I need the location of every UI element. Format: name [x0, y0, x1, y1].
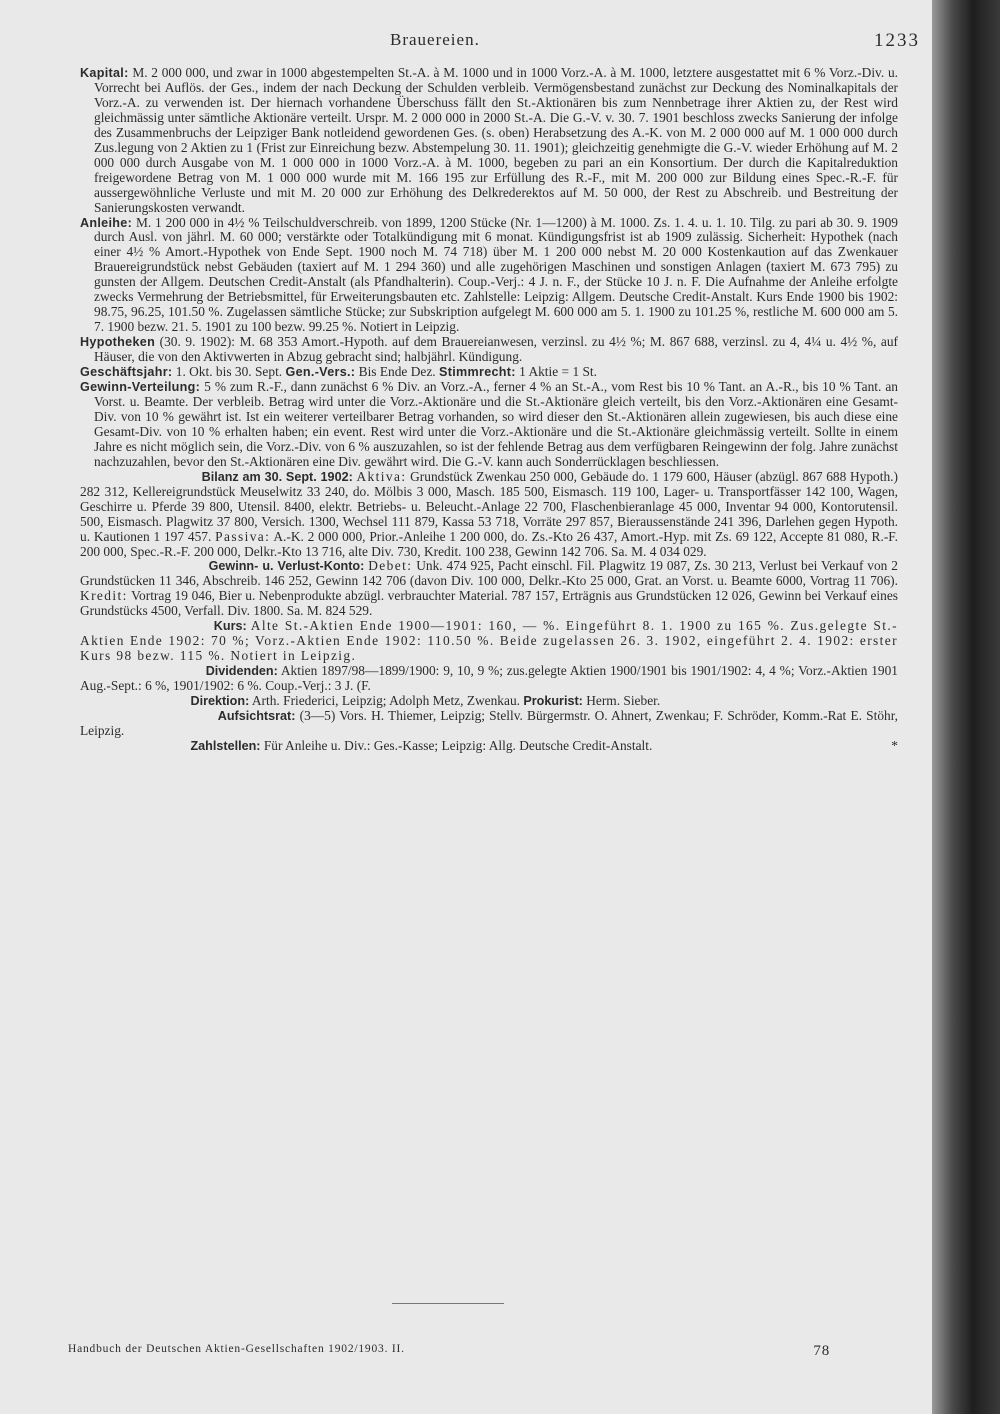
- anleihe-text: M. 1 200 000 in 4½ % Teilschuldverschreib. von 1899, 1200 Stücke (Nr. 1—1200) à M. 1000. Zs. 1. 4. u. 1. 10. Tilg. zu pari ab 30. 9. 1909 durch Ausl. von jährl. M. 60 000; verstärkte oder Totalkündigung mit 6 monat. Kündigungsfrist ist ab 1909 zulässig. Sicherheit: Hypothek (nach einer 4½ % Amort.-Hypothek von Ende Sept. 1900 noch M. 74 718) über M. 1 200 000 nebst M. 20 000 Kostenkaution auf das Zwenkauer Brauereigrundstück nebst Gebäuden (taxiert auf M. 1 294 360) und alle zugehörigen Maschinen und sonstigen Anlagen (taxiert M. 673 795) zu gunsten der Allgem. Deutschen Credit-Anstalt (als Pfandhalterin). Coup.-Verj.: 4 J. n. F., der Stücke 10 J. n. F. Die Aufnahme der Anleihe erfolgte zwecks Vermehrung der Betriebsmittel, für Erweiterungsbauten etc. Zahlstelle: Leipzig: Allgem. Deutsche Credit-Anstalt. Kurs Ende 1900 bis 1902: 98.75, 96.25, 101.50 %. Zugelassen sämtliche Stücke; zur Subskription aufgelegt M. 600 000 am 5. 1. 1900 zu 101.25 %, restliche M. 600 000 am 5. 7. 1900 bezw. 21. 5. 1901 zu 100 bezw. 99.25 %. Notiert in Leipzig.: [94, 214, 898, 335]
- dividenden-paragraph: [80, 664, 898, 694]
- prokurist-label: Prokurist:: [523, 694, 583, 709]
- kurs-text: Alte St.-Aktien Ende 1900—1901: 160, — %. Eingeführt 8. 1. 1900 zu 165 %. Zus.gelegte St.-Aktien Ende 1902: 70 %; Vorz.-Aktien Ende 1902: 110.50 %. Beide zugelassen 26. 3. 1902, eingeführt 2. 4. 1902: erster Kurs 98 bezw. 115 %. Notiert in Leipzig.: [80, 618, 898, 664]
- page-number: 1233: [874, 30, 920, 51]
- stimmrecht-text: 1 Aktie = 1 St.: [519, 364, 597, 380]
- geschaeftsjahr-paragraph: [80, 365, 898, 380]
- kredit-text: Vortrag 19 046, Bier u. Nebenprodukte abzügl. verbrauchter Material. 787 157, Erträgnis aus Grundstücken 12 026, Gewinn bei Verkauf eines Grundstücks 4500, Verfall. Div. 1800. Sa. M. 824 529.: [80, 588, 898, 619]
- bilanz-label: Bilanz am 30. Sept. 1902:: [201, 469, 353, 484]
- geschaeftsjahr-label: Geschäftsjahr:: [80, 365, 173, 380]
- direktion-label: Direktion:: [190, 694, 250, 709]
- dividenden-label: Dividenden:: [205, 664, 278, 679]
- passiva-label: Passiva:: [215, 528, 271, 544]
- anleihe-paragraph: [80, 216, 898, 336]
- kurs-paragraph: [80, 619, 898, 664]
- running-head: [58, 30, 920, 54]
- kapital-label: Kapital:: [80, 66, 129, 80]
- zahlstellen-paragraph: [80, 739, 898, 754]
- kapital-text: M. 2 000 000, und zwar in 1000 abgestempelten St.-A. à M. 1000 und in 1000 Vorz.-A. à M. 1000, letztere ausgestattet mit 6 % Vorz.-Div. u. Vorrecht bei Auflös. der Ges., indem der nach Deckung der Schulden verbleib. Vermögensbestand zunächst zur Deckung des Nominalkapitals der Vorz.-A. zu verwenden ist. Der hiernach vorhandene Überschuss fällt den St.-Aktionären bis zum Nennbetrage ihrer Aktien zu, der Rest wird gleichmässig unter sämtliche Aktionäre verteilt. Urspr. M. 2 000 000 in 2000 St.-A. Die G.-V. v. 30. 7. 1901 beschloss zwecks Sanierung der infolge des Zusammenbruchs der Leipziger Bank notleidend gewordenen Ges. (s. oben) Herabsetzung des A.-K. von M. 2 000 000 auf M. 1 000 000 durch Zus.legung von 2 Aktien zu 1 (Frist zur Einreichung bezw. Abstempelung 30. 11. 1901); gleichzeitig genehmigte die G.-V. wieder Erhöhung auf M. 2 000 000 durch Ausgabe von M. 1 000 000 in 1000 Vorz.-A. à M. 1000, begeben zu pari an ein Konsortium. Der durch die Kapitalreduktion freigewordene Betrag von M. 1 000 000 wurde mit M. 166 195 zur Erfüllung des R.-F., mit M. 200 000 zur Bildung eines Spec.-R.-F. für aussergewöhnliche Verluste und mit M. 20 000 zur Erhöhung des Delkrederektos auf M. 50 000, der Rest zu Abschreib. und Bestreitung der Sanierungskosten verwandt.: [94, 65, 898, 215]
- gen-vers-label: Gen.-Vers.:: [285, 365, 356, 380]
- gewinn-verteilung-label: Gewinn-Verteilung:: [80, 380, 201, 395]
- direktion-text: Arth. Friederici, Leipzig; Adolph Metz, Zwenkau.: [251, 693, 520, 709]
- page-footer: [68, 1343, 830, 1363]
- zahlstellen-text: Für Anleihe u. Div.: Ges.-Kasse; Leipzig: Allg. Deutsche Credit-Anstalt.: [263, 737, 653, 753]
- debet-text: Unk. 474 925, Pacht einschl. Fil. Plagwitz 19 087, Zs. 30 213, Verlust bei Verkauf von 2 Grundstücken 11 346, Abschreib. 146 252, Gewinn 142 706 (davon Div. 100 000, Delkr.-Kto 25 000, Grat. an Vorst. u. Beamte 6000, Vortrag 11 706).: [80, 558, 898, 589]
- hypotheken-label: Hypotheken: [80, 335, 156, 350]
- book-page: [58, 0, 920, 1414]
- hypotheken-paragraph: [80, 335, 898, 365]
- gen-vers-text: Bis Ende Dez.: [358, 364, 436, 380]
- stimmrecht-label: Stimmrecht:: [439, 365, 516, 380]
- kapital-paragraph: [80, 66, 898, 216]
- section-divider: [392, 1303, 504, 1304]
- dividenden-text: Aktien 1897/98—1899/1900: 9, 10, 9 %; zus.gelegte Aktien 1900/1901 bis 1901/1902: 4, 4 %; Vorz.-Aktien 1901 Aug.-Sept.: 6 %, 1901/1902: 6 %. Coup.-Verj.: 3 J. (F.: [80, 663, 898, 694]
- zahlstellen-label: Zahlstellen:: [190, 738, 261, 753]
- kredit-label: Kredit:: [80, 588, 128, 604]
- debet-label: Debet:: [368, 558, 413, 574]
- passiva-text: A.-K. 2 000 000, Prior.-Anleihe 1 200 000, do. Zs.-Kto 26 437, Amort.-Hyp. mit Zs. 69 122, Accepte 81 080, R.-F. 200 000, Spec.-R.-F. 200 000, Delkr.-Kto 13 716, alte Div. 730, Kredit. 100 238, Gewinn 142 706. Sa. M. 4 034 029.: [80, 528, 899, 559]
- aktiva-text: Grundstück Zwenkau 250 000, Gebäude do. 1 179 600, Häuser (abzügl. 867 688 Hypoth.) 282 312, Kellereigrundstück Meuselwitz 33 240, do. Mölbis 3 000, Masch. 185 500, Eismasch. 119 100, Lager- u. Transportfässer 142 100, Wagen, Geschirre u. Pferde 39 800, Utensil. 8400, elektr. Betriebs- u. Beleucht.-Anlage 22 700, Flaschenbieranlage 45 000, Inventar 94 000, Kontorutensil. 500, Eismasch. Plagwitz 37 800, Versich. 1300, Wechsel 111 879, Kassa 53 718, Vorräte 297 857, Bieraussenstände 241 396, Darlehen gegen Hypoth. u. Kautionen 1 197 457.: [80, 468, 898, 544]
- kurs-label: Kurs:: [213, 619, 247, 634]
- prokurist-text: Herm. Sieber.: [586, 693, 661, 709]
- footer-source: Handbuch der Deutschen Aktien-Gesellschaften 1902/1903. II.: [68, 1343, 405, 1355]
- anleihe-label: Anleihe:: [80, 215, 133, 230]
- direktion-paragraph: [80, 694, 898, 709]
- gewinn-verteilung-paragraph: [80, 380, 898, 470]
- hypotheken-text: (30. 9. 1902): M. 68 353 Amort.-Hypoth. auf dem Brauereianwesen, verzinsl. zu 4½ %; M. 867 688, verzinsl. zu 4, 4¼ u. 4½ %, auf Häuser, die von den Aktivwerten in Abzug gebracht sind; halbjährl. Kündigung.: [94, 334, 898, 365]
- scan-shadow-edge: [932, 0, 1000, 1414]
- entry-text: [80, 66, 898, 754]
- gewinn-verlust-label: Gewinn- u. Verlust-Konto:: [208, 559, 365, 574]
- footer-signature: 78: [813, 1343, 830, 1359]
- running-title: Brauereien.: [390, 30, 480, 49]
- aktiva-label: Aktiva:: [356, 468, 407, 484]
- aufsichtsrat-paragraph: [80, 709, 898, 739]
- end-mark: *: [891, 737, 898, 753]
- aufsichtsrat-text: (3—5) Vors. H. Thiemer, Leipzig; Stellv. Bürgermstr. O. Ahnert, Zwenkau; F. Schröder, Komm.-Rat E. Stöhr, Leipzig.: [80, 707, 898, 738]
- gewinn-verlust-paragraph: [80, 559, 898, 619]
- aufsichtsrat-label: Aufsichtsrat:: [217, 708, 296, 723]
- bilanz-paragraph: [80, 470, 898, 560]
- gewinn-verteilung-text: 5 % zum R.-F., dann zunächst 6 % Div. an Vorz.-A., ferner 4 % an St.-A., vom Rest bis 10 % Tant. an A.-R., bis 10 % Tant. an Vorst. u. Beamte. Der verbleib. Betrag wird unter die Vorz.-Aktionäre und die St.-Aktionäre gleich verteilt, bis den Vorz.-Aktionären eine Gesamt-Div. von 10 % gewährt ist. Ist ein weiterer verteilbarer Betrag vorhanden, so wird dieser den St.-Aktionären allein zugewiesen, bis auch diese eine Gesamt-Div. von 10 % erhalten haben; ein event. Rest wird unter die Vorz.-Aktionäre und die St.-Aktionäre gleichmässig verteilt. Sollte in einem Jahre es nicht möglich sein, die Vorz.-Div. von 6 % auszuzahlen, so ist der fehlende Betrag aus dem verfügbaren Reingewinn der folg. Jahre zunächst nachzuzahlen, bevor den St.-Aktionären eine Div. gewährt wird. Die G.-V. kann auch Sonderrücklagen beschliessen.: [94, 379, 898, 469]
- geschaeftsjahr-text: 1. Okt. bis 30. Sept.: [175, 364, 283, 380]
